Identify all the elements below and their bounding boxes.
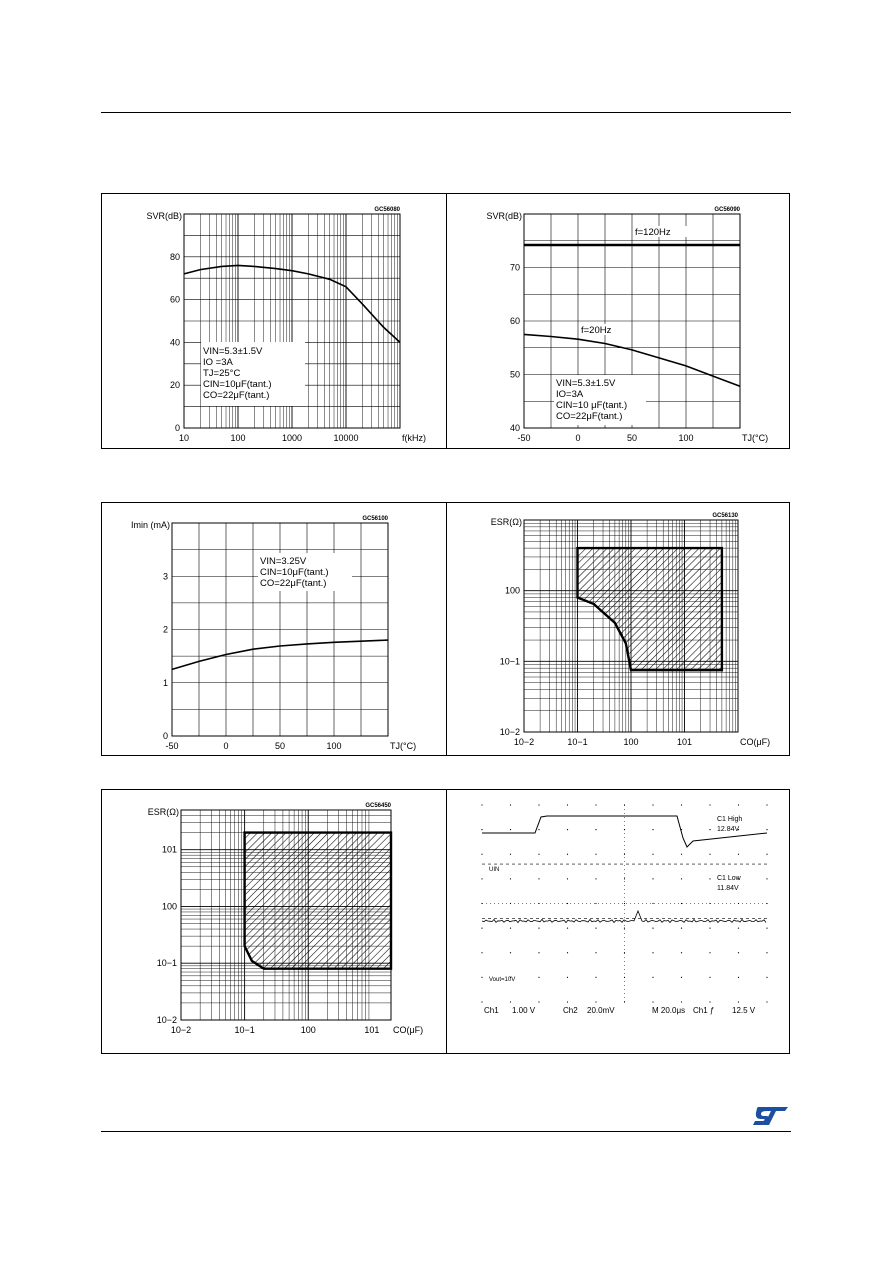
y-tick-label: 10−1 (499, 656, 520, 667)
stable-region (578, 548, 722, 670)
x-axis-label: CO(μF) (740, 737, 771, 747)
footer-rule (101, 1131, 791, 1132)
graticule-dot (510, 1001, 511, 1002)
x-axis-label: CO(μF) (393, 1025, 424, 1035)
header-rule (101, 112, 791, 113)
figure-code: GC56130 (712, 513, 738, 519)
graticule-dot (595, 829, 596, 830)
graticule-dot (481, 878, 482, 879)
y-axis-label: SVR(dB) (146, 211, 182, 221)
graticule-dot (624, 928, 625, 929)
x-tick-label: 10−2 (513, 737, 535, 747)
annotation-text: IO=3A (556, 389, 584, 400)
y-tick-label: 80 (169, 251, 180, 262)
graticule-dot (538, 952, 539, 953)
scope-label: C1 High (717, 816, 743, 823)
x-tick-label: -50 (165, 741, 179, 751)
x-tick-label: 10−1 (567, 737, 588, 747)
x-axis-label: f(kHz) (402, 433, 426, 443)
x-tick-label: 10000 (333, 433, 359, 443)
figure-code: GC56080 (374, 207, 400, 213)
annotation-text: VIN=5.3±1.5V (203, 346, 263, 357)
y-axis-label: ESR(Ω) (147, 807, 179, 817)
scope-label: Vout=10V (489, 977, 516, 983)
graticule-dot (709, 854, 710, 855)
graticule-dot (681, 878, 682, 879)
y-tick-label: 70 (509, 262, 520, 273)
graticule-dot (595, 928, 596, 929)
graticule-dot (709, 977, 710, 978)
graticule-dot (681, 804, 682, 805)
graticule-dot (595, 878, 596, 879)
x-axis-label: TJ(°C) (742, 433, 769, 443)
annotation-text: CIN=10μF(tant.) (260, 567, 329, 578)
x-tick-label: 10−1 (234, 1025, 255, 1035)
x-tick-label: 1000 (281, 433, 303, 443)
graticule-dot (652, 1001, 653, 1002)
graticule-dot (510, 952, 511, 953)
graticule-dot (510, 854, 511, 855)
graticule-dot (652, 878, 653, 879)
graticule-dot (510, 829, 511, 830)
graticule-dot (652, 804, 653, 805)
scope-label: 1.00 V (512, 1006, 536, 1015)
graticule-dot (481, 952, 482, 953)
graticule-dot (709, 952, 710, 953)
graticule-dot (567, 854, 568, 855)
graticule-dot (652, 854, 653, 855)
graticule-dot (709, 928, 710, 929)
scope-label: 12.5 V (732, 1006, 756, 1015)
x-tick-label: 100 (326, 741, 342, 751)
graticule-dot (681, 952, 682, 953)
graticule-dot (595, 804, 596, 805)
graticule-dot (481, 977, 482, 978)
graticule-dot (624, 903, 625, 904)
graticule-dot (595, 1001, 596, 1002)
graticule-dot (567, 804, 568, 805)
graticule-dot (709, 1001, 710, 1002)
y-axis-label: ESR(Ω) (490, 517, 522, 527)
graticule-dot (766, 878, 767, 879)
scope-label: C1 Low (717, 875, 741, 882)
annotation-text: VIN=3.25V (260, 556, 307, 567)
y-tick-label: 40 (509, 423, 520, 433)
scope-label: M 20.0μs (652, 1006, 686, 1015)
graticule-dot (681, 854, 682, 855)
y-axis-label: SVR(dB) (486, 211, 522, 221)
stable-region (245, 833, 391, 969)
scope-label: 12.84V (717, 826, 740, 833)
chart-esr-stability-1 (447, 503, 791, 757)
annotation-text: VIN=5.3±1.5V (556, 378, 616, 389)
annotation-text: TJ=25°C (203, 368, 241, 379)
y-axis-label: Imin (mA) (131, 520, 170, 530)
graticule-dot (738, 1001, 739, 1002)
y-tick-label: 0 (174, 423, 180, 433)
chart-svr-vs-temperature (447, 194, 791, 450)
y-tick-label: 100 (504, 585, 520, 596)
x-tick-label: 10−2 (170, 1025, 192, 1035)
x-tick-label: 101 (364, 1025, 380, 1035)
annotation-text: CO=22μF(tant.) (556, 411, 623, 422)
x-tick-label: 50 (626, 433, 638, 443)
graticule-dot (652, 977, 653, 978)
graticule-dot (738, 952, 739, 953)
graticule-dot (681, 977, 682, 978)
graticule-dot (538, 928, 539, 929)
figure-row-1 (101, 193, 790, 449)
figure-code: GC56450 (365, 803, 391, 809)
graticule-dot (766, 804, 767, 805)
graticule-dot (538, 977, 539, 978)
graticule-dot (567, 928, 568, 929)
figure-row-2 (101, 502, 790, 756)
graticule-dot (481, 928, 482, 929)
graticule-dot (681, 928, 682, 929)
y-tick-label: 101 (161, 844, 177, 855)
graticule-dot (652, 928, 653, 929)
graticule-dot (510, 878, 511, 879)
y-tick-label: 2 (162, 624, 168, 635)
graticule-dot (538, 854, 539, 855)
graticule-dot (652, 903, 653, 904)
y-tick-label: 10−1 (156, 958, 177, 969)
oscilloscope-line-transient (447, 790, 791, 1055)
scope-label: Ch1 ƒ (693, 1006, 715, 1015)
graticule-dot (766, 952, 767, 953)
y-tick-label: 10−2 (156, 1015, 177, 1025)
annotation-text: IO =3A (203, 357, 233, 368)
graticule-dot (681, 903, 682, 904)
graticule-dot (709, 829, 710, 830)
graticule-dot (510, 804, 511, 805)
graticule-dot (567, 952, 568, 953)
y-tick-label: 3 (162, 571, 168, 582)
graticule-dot (538, 878, 539, 879)
x-tick-label: 0 (223, 741, 229, 751)
x-tick-label: 101 (676, 737, 693, 747)
y-tick-label: 100 (161, 901, 177, 912)
y-tick-label: 60 (509, 316, 520, 326)
graticule-dot (481, 1001, 482, 1002)
graticule-dot (595, 854, 596, 855)
x-tick-label: 100 (300, 1025, 316, 1035)
figure-row-3 (101, 789, 790, 1054)
annotation-text: CIN=10 μF(tant.) (556, 400, 628, 411)
annotation-text: CO=22μF(tant.) (260, 578, 327, 589)
graticule-dot (538, 804, 539, 805)
x-tick-label: 100 (623, 737, 639, 747)
y-tick-label: 10−2 (499, 727, 520, 737)
x-tick-label: 50 (274, 741, 286, 751)
chart-svr-vs-frequency (102, 194, 446, 450)
graticule-dot (738, 854, 739, 855)
scope-label: Ch2 (563, 1006, 578, 1015)
graticule-dot (595, 977, 596, 978)
graticule-dot (766, 829, 767, 830)
graticule-dot (738, 977, 739, 978)
series-label: f=120Hz (635, 227, 671, 238)
graticule-dot (766, 977, 767, 978)
figure-code: GC56100 (362, 516, 388, 522)
graticule-dot (567, 903, 568, 904)
graticule-dot (766, 1001, 767, 1002)
y-tick-label: 60 (169, 294, 180, 305)
annotation-text: CO=22μF(tant.) (203, 390, 270, 401)
annotation-text: CIN=10μF(tant.) (203, 379, 272, 390)
scope-label: UIN (489, 867, 500, 873)
graticule-dot (510, 928, 511, 929)
scope-label: 20.0mV (587, 1006, 615, 1015)
figure-code: GC56090 (714, 207, 740, 213)
x-tick-label: 100 (678, 433, 694, 443)
x-tick-label: 100 (230, 433, 246, 443)
graticule-dot (481, 854, 482, 855)
graticule-dot (538, 829, 539, 830)
y-tick-label: 40 (169, 337, 180, 348)
graticule-dot (538, 1001, 539, 1002)
graticule-dot (595, 952, 596, 953)
graticule-dot (681, 1001, 682, 1002)
graticule-dot (595, 903, 596, 904)
graticule-dot (766, 854, 767, 855)
y-tick-label: 50 (509, 369, 520, 380)
series-label: f=20Hz (581, 325, 612, 336)
graticule-dot (567, 1001, 568, 1002)
y-tick-label: 1 (162, 677, 168, 688)
graticule-dot (624, 878, 625, 879)
graticule-dot (652, 829, 653, 830)
graticule-dot (567, 829, 568, 830)
chart-esr-stability-2 (102, 790, 446, 1055)
output-trace (482, 911, 766, 923)
graticule-dot (738, 804, 739, 805)
graticule-dot (709, 878, 710, 879)
graticule-dot (738, 928, 739, 929)
x-tick-label: 10 (178, 433, 190, 443)
graticule-dot (481, 804, 482, 805)
chart-imin-vs-temperature (102, 503, 446, 757)
x-axis-label: TJ(°C) (390, 741, 417, 751)
graticule-dot (766, 928, 767, 929)
x-tick-label: -50 (517, 433, 531, 443)
scope-label: Ch1 (484, 1006, 499, 1015)
x-tick-label: 0 (575, 433, 581, 443)
graticule-dot (652, 952, 653, 953)
graticule-dot (567, 878, 568, 879)
st-logo-icon (752, 1105, 790, 1127)
graticule-dot (709, 804, 710, 805)
y-tick-label: 0 (162, 731, 168, 741)
graticule-dot (481, 829, 482, 830)
graticule-dot (567, 977, 568, 978)
y-tick-label: 20 (169, 380, 180, 391)
scope-label: 11.84V (717, 885, 739, 892)
